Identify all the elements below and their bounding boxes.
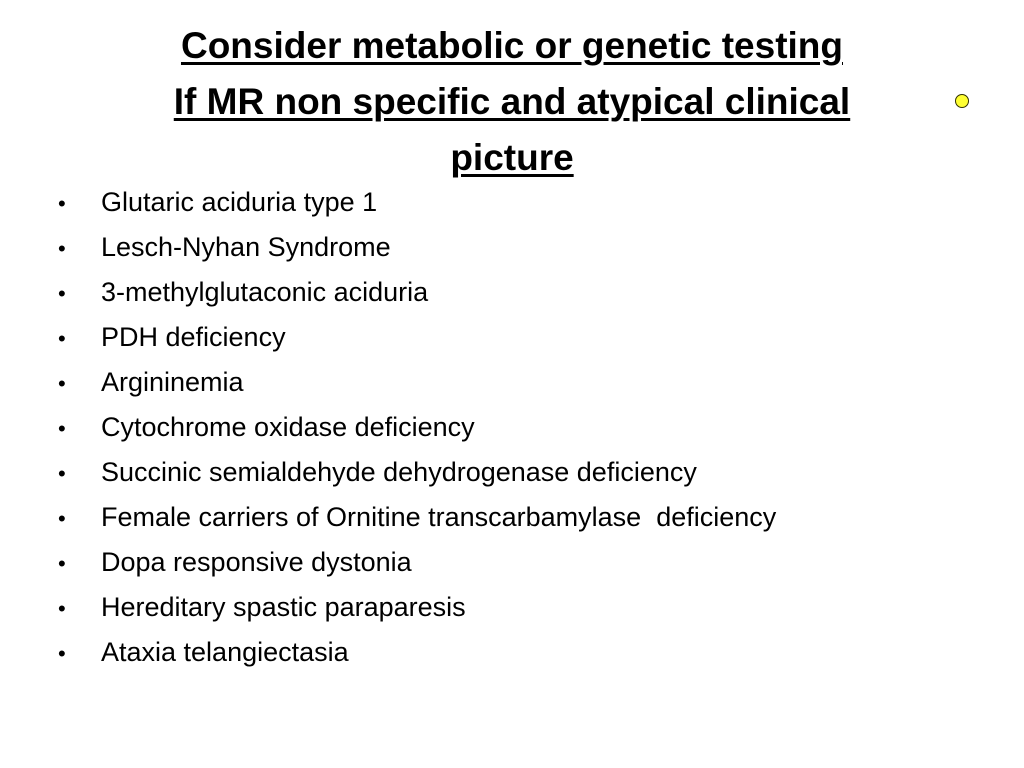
bullet-icon: • xyxy=(58,326,66,351)
list-item-text: Glutaric aciduria type 1 xyxy=(101,187,378,217)
list-item xyxy=(58,180,998,225)
slide-title xyxy=(40,18,984,186)
list-item xyxy=(58,630,998,675)
bullet-icon: • xyxy=(58,461,66,486)
list-item-text: 3-methylglutaconic aciduria xyxy=(101,277,429,307)
list-item xyxy=(58,315,998,360)
bullet-icon: • xyxy=(58,191,66,216)
list-item xyxy=(58,450,998,495)
list-item xyxy=(58,405,998,450)
list-item-text: Lesch-Nyhan Syndrome xyxy=(101,232,391,262)
bullet-icon: • xyxy=(58,506,66,531)
bullet-icon: • xyxy=(58,551,66,576)
list-item-text: Succinic semialdehyde dehydrogenase deficiency xyxy=(101,457,697,487)
list-item xyxy=(58,495,998,540)
list-item xyxy=(58,360,998,405)
list-item-text: Ataxia telangiectasia xyxy=(101,637,349,667)
title-line-1: Consider metabolic or genetic testing xyxy=(180,25,843,66)
yellow-circle-icon xyxy=(955,94,969,108)
list-item xyxy=(58,540,998,585)
bullet-icon: • xyxy=(58,596,66,621)
list-item-text: Argininemia xyxy=(101,367,244,397)
bullet-icon: • xyxy=(58,236,66,261)
list-item-text: PDH deficiency xyxy=(101,322,286,352)
list-item xyxy=(58,585,998,630)
list-item-text: Dopa responsive dystonia xyxy=(101,547,412,577)
bullet-icon: • xyxy=(58,281,66,306)
bullet-icon: • xyxy=(58,371,66,396)
list-item xyxy=(58,225,998,270)
bullet-icon: • xyxy=(58,416,66,441)
list-item-text: Cytochrome oxidase deficiency xyxy=(101,412,475,442)
list-item-text: Female carriers of Ornitine transcarbamylase deficiency xyxy=(101,502,777,532)
list-item-text: Hereditary spastic paraparesis xyxy=(101,592,466,622)
list-item xyxy=(58,270,998,315)
title-line-2: If MR non specific and atypical clinical xyxy=(173,81,851,122)
title-line-3: picture xyxy=(450,137,574,178)
bullet-list xyxy=(58,180,998,675)
bullet-icon: • xyxy=(58,641,66,666)
